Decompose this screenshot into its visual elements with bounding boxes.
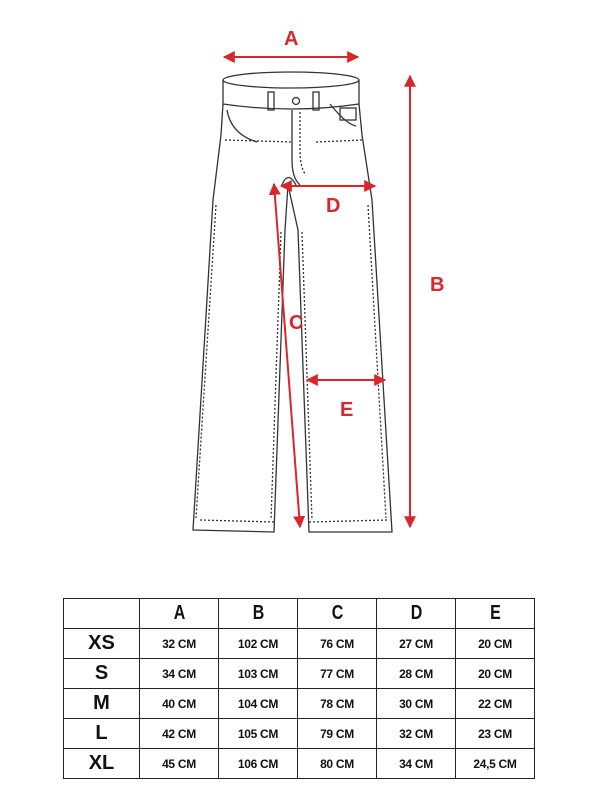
table-header-row — [64, 599, 535, 629]
table-row — [64, 749, 535, 779]
label-a: A — [284, 28, 299, 50]
table-cell: 34 CM — [140, 659, 219, 689]
table-cell: 76 CM — [298, 629, 377, 659]
col-header: D — [384, 599, 447, 629]
size-label: S — [64, 659, 140, 689]
table-cell: 20 CM — [456, 629, 535, 659]
table-row — [64, 659, 535, 689]
label-b: B — [430, 274, 445, 296]
size-label: XS — [64, 629, 140, 659]
table-cell: 45 CM — [140, 749, 219, 779]
corner-cell — [64, 599, 140, 629]
measure-arrows — [224, 57, 410, 527]
size-label: XL — [64, 749, 140, 779]
table-cell: 80 CM — [298, 749, 377, 779]
size-table — [63, 598, 535, 779]
table-row — [64, 719, 535, 749]
table-cell: 34 CM — [377, 749, 456, 779]
table-cell: 77 CM — [298, 659, 377, 689]
table-cell: 105 CM — [219, 719, 298, 749]
col-header: E — [463, 599, 526, 629]
col-header: C — [305, 599, 368, 629]
table-cell: 27 CM — [377, 629, 456, 659]
table-cell: 32 CM — [140, 629, 219, 659]
table-cell: 24,5 CM — [456, 749, 535, 779]
label-c: C — [289, 312, 304, 334]
table-cell: 104 CM — [219, 689, 298, 719]
table-cell: 20 CM — [456, 659, 535, 689]
col-header: B — [226, 599, 289, 629]
table-cell: 32 CM — [377, 719, 456, 749]
table-cell: 30 CM — [377, 689, 456, 719]
table-cell: 79 CM — [298, 719, 377, 749]
table-cell: 22 CM — [456, 689, 535, 719]
table-cell: 28 CM — [377, 659, 456, 689]
label-d: D — [326, 195, 341, 217]
pants-outline — [193, 72, 392, 532]
size-label: L — [64, 719, 140, 749]
table-cell: 102 CM — [219, 629, 298, 659]
table-cell: 40 CM — [140, 689, 219, 719]
table-cell: 103 CM — [219, 659, 298, 689]
table-cell: 42 CM — [140, 719, 219, 749]
table-cell: 78 CM — [298, 689, 377, 719]
table-cell: 23 CM — [456, 719, 535, 749]
table-row — [64, 689, 535, 719]
table-cell: 106 CM — [219, 749, 298, 779]
button-shape — [293, 98, 300, 105]
table-row — [64, 629, 535, 659]
label-e: E — [340, 399, 354, 421]
size-label: M — [64, 689, 140, 719]
arrow-c — [274, 184, 300, 527]
col-header: A — [147, 599, 210, 629]
